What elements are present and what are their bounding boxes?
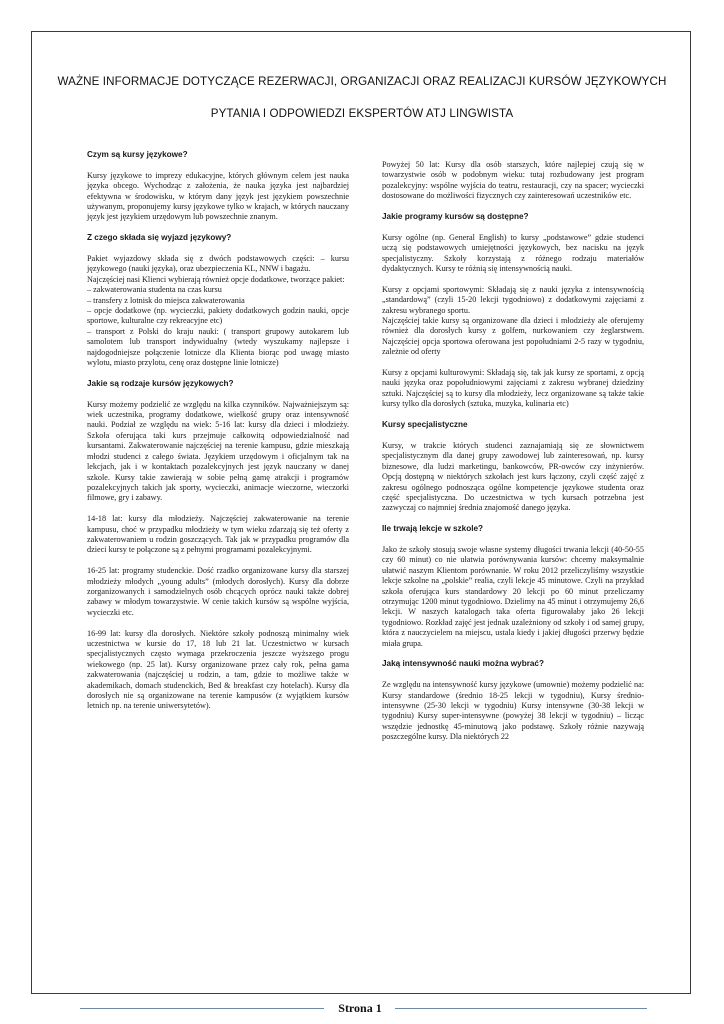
package-intro: Pakiet wyjazdowy składa się z dwóch podstawowych części: – kursu językowego (nauki języka), oraz ubezpieczenia KL, NNW i bagażu. [87, 254, 349, 274]
page-number: Strona 1 [338, 1001, 382, 1015]
answer-paragraph: Kursy, w trakcie których studenci zaznajamiają się ze słownictwem specjalistycznym dla danej grupy zawodowej lub zainteresowań, np. kursy biznesowe, dla ludzi marketingu, bankowców, PR-owców czy inżynierów. Opcją dostępną w niektórych szkołach jest kurs łączony, czyli część zajęć z zakresu ogólnego podnosząca ogólne kompetencje językowe studenta oraz część specjalistyczna. Do uczestnictwa w tych kursach potrzebna jest zazwyczaj co najmniej średnia znajomość danego języka. [382, 440, 644, 513]
question-heading: Czym są kursy językowe? [87, 150, 188, 159]
answer-paragraph: 16-99 lat: kursy dla dorosłych. Niektóre szkoły podnoszą minimalny wiek uczestnictwa w kursie do 17, 18 lub 21 lat. Uczestnictwo w kursach specjalistycznych często wymaga przekroczenia jeszcze wyższego progu wiekowego (np. 25 lat). Kursy organizowane przez cały rok, pełna gama zakwaterowania (najczęściej u rodzin, a tam, gdzie to możliwe także w akademikach, domach studenckich, Bed & breakfast czy hotelach). Kursy dla dorosłych nie są organizowane na terenie kampusów (z wyjątkiem kursów letnich np. na terenie uniwersytetów). [87, 628, 349, 711]
question-heading: Jakie programy kursów są dostępne? [382, 212, 529, 222]
answer-paragraph: Kursy z opcjami kulturowymi: Składają się, tak jak kursy ze sportami, z opcją nauki języka oraz popołudniowymi zajęciami z zakresu wybranej dziedziny sztuki. Najczęściej są to kursy dla młodzieży, lecz organizowane są także takie kursy tylko dla dorosłych (sztuka, muzyka, kulinaria etc) [382, 368, 644, 409]
answer-paragraph [382, 285, 644, 358]
package-list-item: – transfery z lotnisk do miejsca zakwaterowania [87, 295, 245, 305]
package-list-item: – zakwaterowania studenta na czas kursu [87, 285, 222, 295]
answer-paragraph [87, 254, 349, 368]
question-heading: Kursy specjalistyczne [382, 420, 468, 430]
answer-paragraph: Ze względu na intensywność kursy językowe (umownie) możemy podzielić na: Kursy standardowe (średnio 18-25 lekcji w tygodniu), Kursy średnio-intensywne (25-30 lekcji w tygodniu) Kursy intensywne (30-38 lekcji w tygodniu) Kursy super-intensywne (powyżej 38 lekcji w tygodniu) – licząc wszędzie jednostkę 45-minutową jako podstawę. Szkoły różnie nazywają poszczególne kursy. Dla niektórych 22 [382, 680, 644, 742]
package-options-intro: Najczęściej nasi Klienci wybierają również opcje dodatkowe, tworzące pakiet: [87, 274, 345, 284]
page-subtitle: PYTANIA I ODPOWIEDZI EKSPERTÓW ATJ LINGWISTA [210, 107, 514, 120]
question-heading: Z czego składa się wyjazd językowy? [87, 233, 232, 243]
page-title: WAŻNE INFORMACJE DOTYCZĄCE REZERWACJI, ORGANIZACJI ORAZ REALIZACJI KURSÓW JĘZYKOWYCH [57, 75, 667, 88]
answer-paragraph: 14-18 lat: kursy dla młodzieży. Najczęściej zakwaterowanie na terenie kampusu, choć w przypadku młodzieży w tym wieku zdarzają się też oferty z zakwaterowaniem u rodzin goszczących. Tak jak w przypadku programów dla dzieci kursy te połączone są z pełnymi programami pozalekcyjnymi. [87, 514, 349, 555]
footer-rule-right [395, 1008, 647, 1009]
answer-paragraph: Powyżej 50 lat: Kursy dla osób starszych, które najlepiej czują się w towarzystwie osób w podobnym wieku: tutaj rozbudowany jest program pozalekcyjny: wspólne wyjścia do teatru, restauracji, czy na spacer; wycieczki dostosowane do możliwości fizycznych czy zainteresowań uczestników etc. [382, 160, 644, 201]
answer-paragraph: Kursy językowe to imprezy edukacyjne, których głównym celem jest nauka języka obcego. Wychodząc z założenia, że nauka języka jest najbardziej efektywna w środowisku, w którym dany język jest językiem powszechnie używanym, proponujemy kursy językowe tylko w krajach, w których nauczany język jest językiem urzędowym lub powszechnie znanym. [87, 170, 349, 222]
answer-paragraph: 16-25 lat: programy studenckie. Dość rzadko organizowane kursy dla starszej młodzieży młodych „young adults” (młodych dorosłych). Kursy dla dobrze zorganizowanych i samodzielnych osób chcących oprócz nauki także dobrej zabawy w młodym towarzystwie. W cenie takich kursów są wspólne wyjścia, wycieczki etc. [87, 566, 349, 617]
package-list-item: – opcje dodatkowe (np. wycieczki, pakiety dodatkowych godzin nauki, opcje sportowe, kulturalne czy rekreacyjne etc) [87, 306, 349, 326]
answer-paragraph: Kursy ogólne (np. General English) to kursy „podstawowe” gdzie studenci uczą się podstawowych umiejętności językowych, bez nacisku na język specjalistyczny. Szkoły korzystają z różnego rodzaju materiałów dydaktycznych. Kursy te różnią się intensywnością nauki. [382, 232, 644, 274]
left-column [87, 150, 349, 722]
footer-rule-left [80, 1008, 324, 1009]
question-heading: Jakie są rodzaje kursów językowych? [87, 378, 234, 388]
answer-paragraph: Kursy możemy podzielić ze względu na kilka czynników. Najważniejszym są: wiek uczestnika, programy dodatkowe, wielkość grupy oraz intensywność nauki. Podział ze względu na wiek: 5-16 lat: kursy dla dzieci i młodzieży. Szkoła oferująca taki kurs przejmuje całkowitą odpowiedzialność nad kursantami. Zakwaterowanie najczęściej na terenie kampusu, gdzie mieszkają młodzi studenci z całego świata. Językiem urzędowym i oficjalnym tak na lekcjach, jak i w kontaktach pozalekcyjnych jest język nauczany w danej szkole. Kursy takie zawierają w sobie pełną gamę atrakcji i programów pozalekcyjnych takich jak sporty, wycieczki, animacje wieczorne, wieczorki filmowe, gry i zabawy. [87, 399, 349, 503]
question-heading: Ile trwają lekcje w szkole? [382, 524, 484, 534]
answer-paragraph: Jako że szkoły stosują swoje własne systemy długości trwania lekcji (40-50-55 czy 60 minut) co nie ułatwia porównywania kursów: chcemy maksymalnie ułatwić naszym Klientom porównanie. W roku 2012 przeliczyliśmy wszystkie lekcje szkolne na „polskie” realia, czyli lekcje 45 minutowe. Czyli na przykład szkoła oferująca kurs standardowy 20 lekcji po 60 minut przeliczamy otrzymując 1200 minut tygodniowo. Dzielimy na 45 minut i otrzymujemy 26,6 lekcji. W naszych katalogach taka oferta figurowałaby jako 26 lekcji tygodniowo. Rozkład zajęć jest jednak uzależniony od szkoły i od samej grupy, która z nauczycielem na miejscu, ustala kiedy i jakiej długości przerwy będzie miała grupa. [382, 544, 644, 648]
sport-course-desc: Kursy z opcjami sportowymi: Składają się z nauki języka z intensywnością „standardową” (czyli 15-20 lekcji tygodniowo) z dodatkowymi zajęciami z zakresu wybranego sportu. [382, 284, 644, 315]
sport-course-detail: Najczęściej takie kursy są organizowane dla dzieci i młodzieży ale oferujemy również dla dorosłych kursy z golfem, nurkowaniem czy żeglarstwem. Najczęściej opcja sportowa oferowana jest popołudniami 2-5 razy w tygodniu, zależnie od oferty [382, 316, 644, 357]
question-heading: Jaką intensywność nauki można wybrać? [382, 659, 544, 669]
page-footer [0, 1002, 724, 1016]
right-column [382, 160, 644, 753]
package-list-item: – transport z Polski do kraju nauki: ( transport grupowy autokarem lub samolotem lub transport indywidualny (wtedy wyszukamy najlepsze i najdogodniejsze połączenie lotnicze dla Klienta biorąc pod uwagę miasto wylotu, miasto przylotu, cenę oraz dostępne linie lotnicze) [87, 326, 349, 368]
